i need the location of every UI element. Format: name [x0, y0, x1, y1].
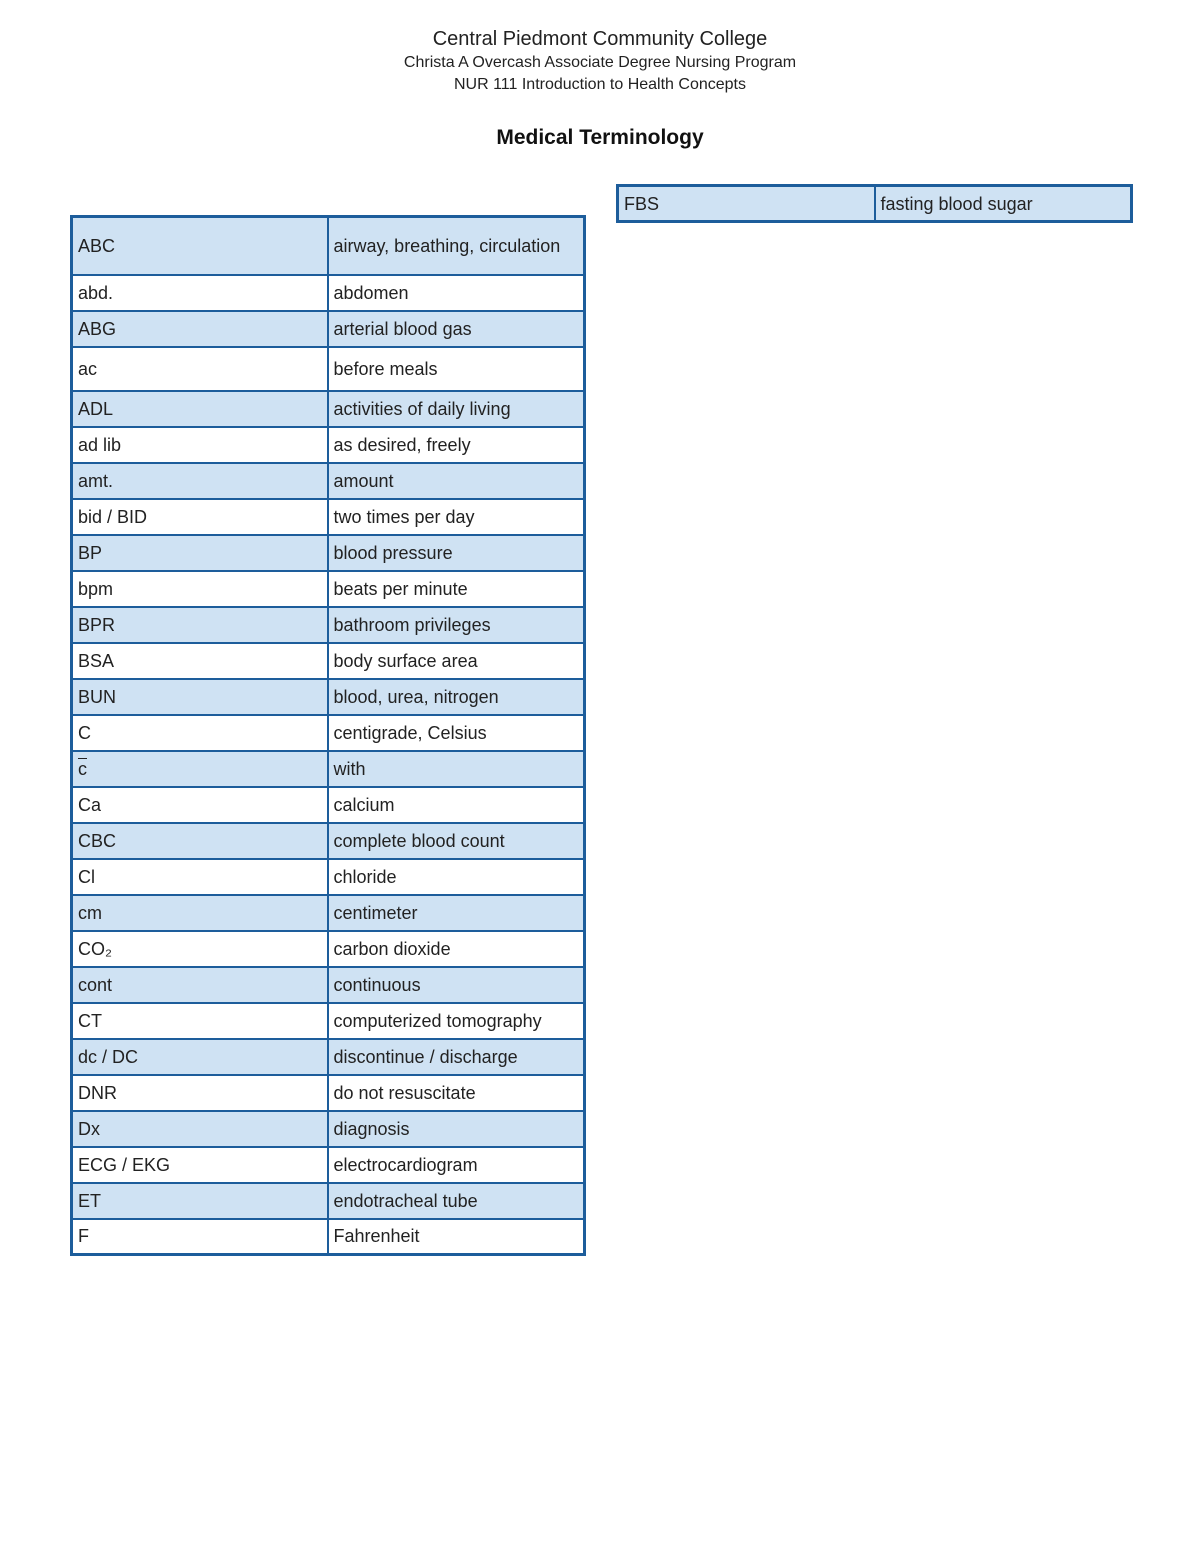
abbreviation-cell: F: [72, 1219, 328, 1255]
abbreviation-cell: BPR: [72, 607, 328, 643]
abbreviation-cell: Ca: [72, 787, 328, 823]
meaning-cell: airway, breathing, circulation: [328, 217, 585, 275]
abbreviation-cell: Dx: [72, 1111, 328, 1147]
meaning-cell: before meals: [328, 347, 585, 391]
meaning-cell: blood, urea, nitrogen: [328, 679, 585, 715]
table-row: [72, 1075, 585, 1111]
abbreviation-cell: ABC: [72, 217, 328, 275]
abbreviation-cell: ADL: [72, 391, 328, 427]
meaning-cell: computerized tomography: [328, 1003, 585, 1039]
table-row: [72, 1183, 585, 1219]
meaning-cell: discontinue / discharge: [328, 1039, 585, 1075]
meaning-cell: carbon dioxide: [328, 931, 585, 967]
table-row: [72, 967, 585, 1003]
meaning-cell: abdomen: [328, 275, 585, 311]
abbreviation-cell: ECG / EKG: [72, 1147, 328, 1183]
table-row: [72, 427, 585, 463]
table-row: [72, 607, 585, 643]
table-row: [72, 1219, 585, 1255]
abbreviation-cell: cont: [72, 967, 328, 1003]
abbreviation-cell: CT: [72, 1003, 328, 1039]
meaning-cell: beats per minute: [328, 571, 585, 607]
abbreviation-cell: DNR: [72, 1075, 328, 1111]
table-row: [72, 391, 585, 427]
terminology-table-right: [616, 184, 1133, 223]
table-row: [618, 186, 1132, 222]
meaning-cell: centimeter: [328, 895, 585, 931]
abbreviation-cell: BSA: [72, 643, 328, 679]
table-row: [72, 347, 585, 391]
abbreviation-cell: dc / DC: [72, 1039, 328, 1075]
terminology-table-left: [70, 215, 586, 1256]
meaning-cell: amount: [328, 463, 585, 499]
abbreviation-cell: CBC: [72, 823, 328, 859]
table-row: [72, 311, 585, 347]
document-header: [0, 26, 1200, 96]
meaning-cell: bathroom privileges: [328, 607, 585, 643]
meaning-cell: body surface area: [328, 643, 585, 679]
table-row: [72, 535, 585, 571]
table-row: [72, 931, 585, 967]
meaning-cell: two times per day: [328, 499, 585, 535]
abbreviation-cell: amt.: [72, 463, 328, 499]
table-row: [72, 859, 585, 895]
abbreviation-cell: C: [72, 715, 328, 751]
page-title: Medical Terminology: [496, 126, 704, 149]
table-row: [72, 787, 585, 823]
abbreviation-cell: BP: [72, 535, 328, 571]
meaning-cell: complete blood count: [328, 823, 585, 859]
abbreviation-cell: abd.: [72, 275, 328, 311]
table-row: [72, 823, 585, 859]
table-row: [72, 679, 585, 715]
meaning-cell: electrocardiogram: [328, 1147, 585, 1183]
meaning-cell: as desired, freely: [328, 427, 585, 463]
table-row: [72, 499, 585, 535]
meaning-cell: endotracheal tube: [328, 1183, 585, 1219]
table-row: [72, 895, 585, 931]
abbreviation-cell: BUN: [72, 679, 328, 715]
abbreviation-cell: bid / BID: [72, 499, 328, 535]
meaning-cell: chloride: [328, 859, 585, 895]
meaning-cell: arterial blood gas: [328, 311, 585, 347]
college-name: Central Piedmont Community College: [432, 28, 768, 50]
table-row: [72, 463, 585, 499]
meaning-cell: diagnosis: [328, 1111, 585, 1147]
table-row: [72, 275, 585, 311]
abbreviation-cell: ABG: [72, 311, 328, 347]
meaning-cell: with: [328, 751, 585, 787]
table-row: [72, 751, 585, 787]
abbreviation-cell: ET: [72, 1183, 328, 1219]
meaning-cell: centigrade, Celsius: [328, 715, 585, 751]
table-row: [72, 643, 585, 679]
abbreviation-cell: cm: [72, 895, 328, 931]
meaning-cell: fasting blood sugar: [875, 186, 1132, 222]
meaning-cell: activities of daily living: [328, 391, 585, 427]
abbreviation-cell: $\overline{c}$: [72, 751, 328, 787]
table-row: [72, 217, 585, 275]
meaning-cell: Fahrenheit: [328, 1219, 585, 1255]
table-row: [72, 1147, 585, 1183]
abbreviation-cell: CO₂: [72, 931, 328, 967]
table-row: [72, 1039, 585, 1075]
abbreviation-cell: bpm: [72, 571, 328, 607]
course-name: NUR 111 Introduction to Health Concepts: [453, 76, 746, 93]
meaning-cell: do not resuscitate: [328, 1075, 585, 1111]
meaning-cell: blood pressure: [328, 535, 585, 571]
abbreviation-cell: FBS: [618, 186, 875, 222]
table-row: [72, 1111, 585, 1147]
abbreviation-cell: ad lib: [72, 427, 328, 463]
table-row: [72, 571, 585, 607]
abbreviation-cell: ac: [72, 347, 328, 391]
meaning-cell: calcium: [328, 787, 585, 823]
program-name: Christa A Overcash Associate Degree Nursing Program: [403, 54, 797, 71]
abbreviation-cell: Cl: [72, 859, 328, 895]
meaning-cell: continuous: [328, 967, 585, 1003]
table-row: [72, 715, 585, 751]
table-row: [72, 1003, 585, 1039]
